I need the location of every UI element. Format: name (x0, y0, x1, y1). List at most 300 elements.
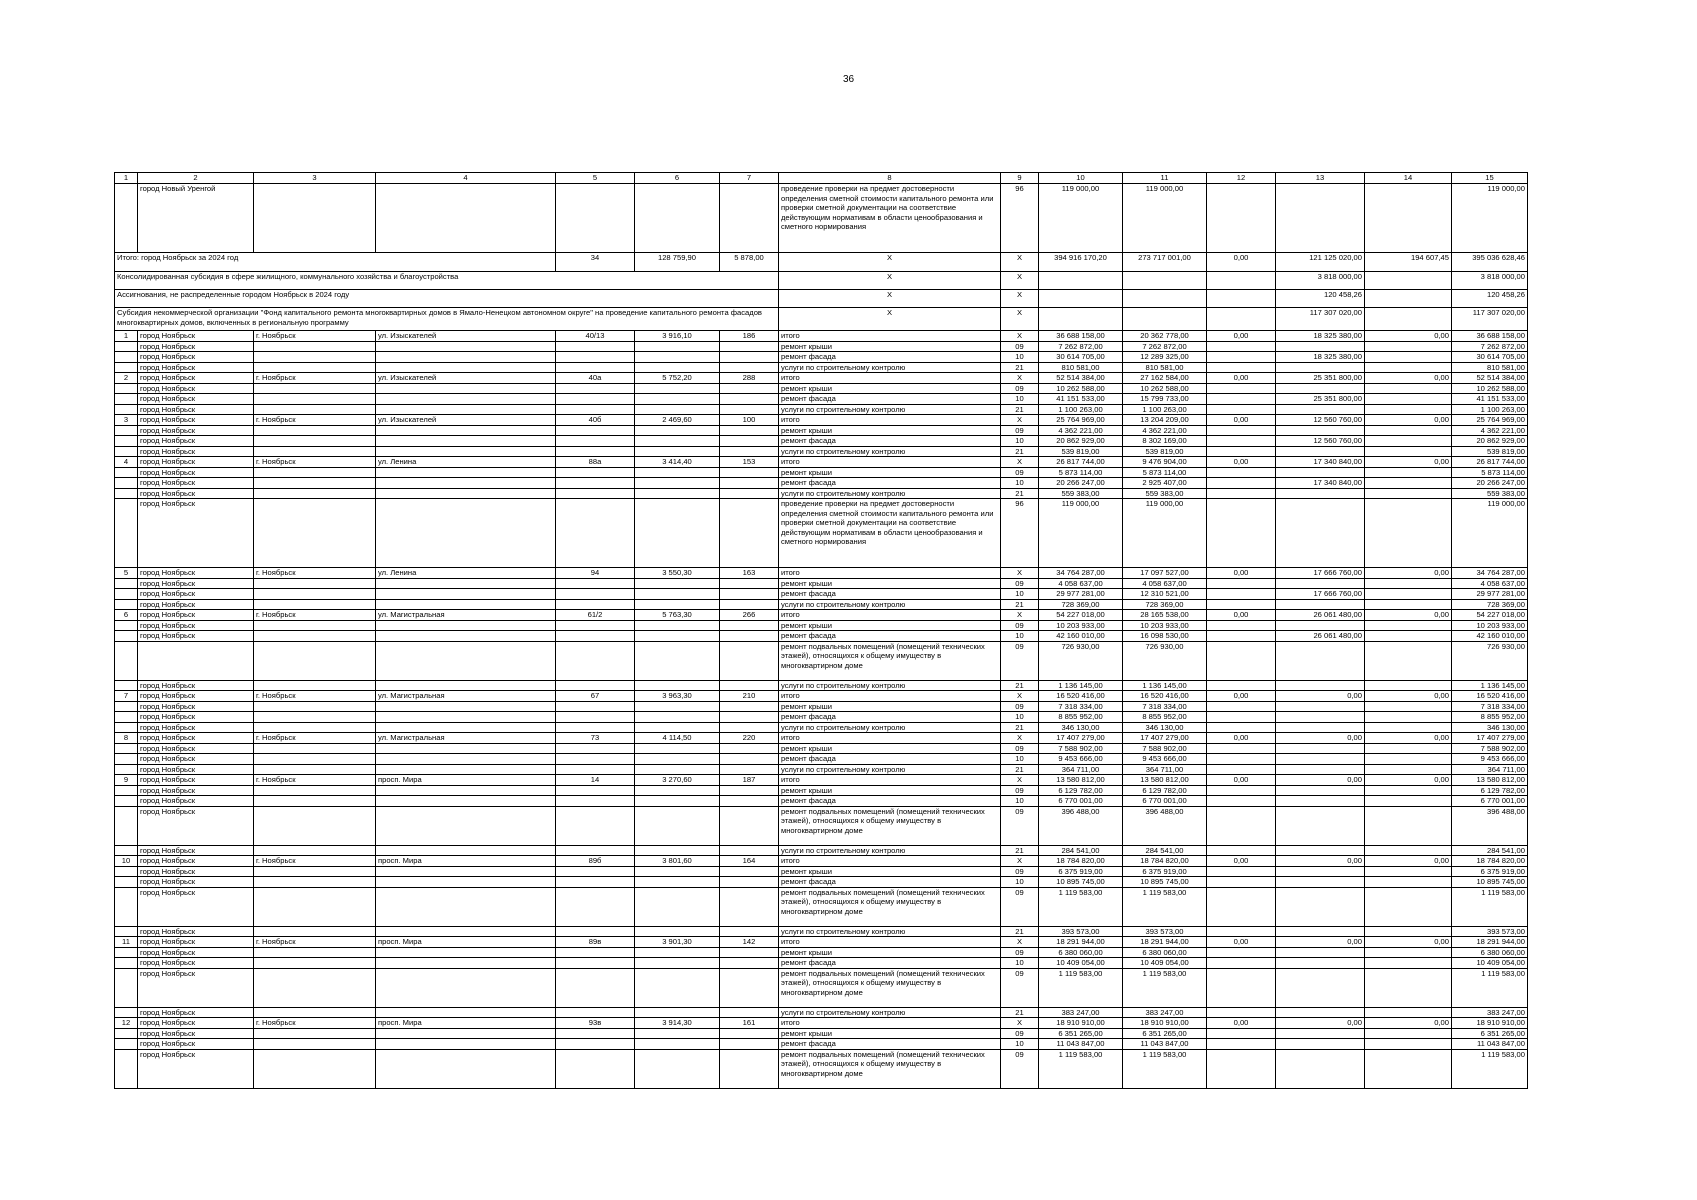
table-cell (635, 845, 720, 856)
table-row (115, 877, 1528, 888)
table-cell: 726 930,00 (1039, 641, 1123, 680)
table-cell: 7 588 902,00 (1039, 743, 1123, 754)
table-cell (1207, 404, 1276, 415)
table-cell (720, 712, 779, 723)
table-cell (1365, 1028, 1452, 1039)
table-cell (115, 1049, 138, 1088)
table-cell (1276, 680, 1365, 691)
table-cell: 25 351 800,00 (1276, 394, 1365, 405)
table-cell: ремонт фасада (779, 1039, 1001, 1050)
table-cell (635, 394, 720, 405)
table-cell (1365, 701, 1452, 712)
table-cell: 163 (720, 568, 779, 579)
table-cell (115, 968, 138, 1007)
table-cell (376, 394, 556, 405)
table-cell: 119 000,00 (1039, 184, 1123, 253)
table-cell (720, 641, 779, 680)
table-cell (556, 1028, 635, 1039)
table-cell (720, 620, 779, 631)
table-cell (1207, 887, 1276, 926)
table-cell: город Ноябрьск (138, 947, 254, 958)
table-cell (115, 436, 138, 447)
table-cell (720, 599, 779, 610)
table-cell: 61/2 (556, 610, 635, 621)
table-row (115, 341, 1528, 352)
table-cell: 0,00 (1276, 856, 1365, 867)
table-cell (635, 599, 720, 610)
table-cell (556, 589, 635, 600)
table-cell: 3 550,30 (635, 568, 720, 579)
table-cell: X (1001, 457, 1039, 468)
table-cell: ремонт подвальных помещений (помещений технических этажей), относящихся к общему имуществу в многоквартирном доме (779, 1049, 1001, 1088)
column-header: 14 (1365, 173, 1452, 184)
table-row (115, 806, 1528, 845)
table-row (115, 383, 1528, 394)
table-cell (254, 383, 376, 394)
table-cell: 1 136 145,00 (1039, 680, 1123, 691)
table-cell: 10 (1001, 436, 1039, 447)
table-cell: ремонт фасада (779, 589, 1001, 600)
table-cell: 40/13 (556, 331, 635, 342)
table-cell: 14 (556, 775, 635, 786)
table-cell: 8 855 952,00 (1039, 712, 1123, 723)
table-cell (376, 578, 556, 589)
table-cell: 1 119 583,00 (1039, 887, 1123, 926)
table-cell (376, 764, 556, 775)
table-body (115, 184, 1528, 1089)
table-cell: г. Ноябрьск (254, 457, 376, 468)
table-cell: 25 351 800,00 (1276, 373, 1365, 384)
table-cell (1207, 362, 1276, 373)
table-cell: 9 476 904,00 (1123, 457, 1207, 468)
column-header: 2 (138, 173, 254, 184)
table-cell: ремонт крыши (779, 1028, 1001, 1039)
table-cell: 0,00 (1207, 331, 1276, 342)
table-cell: 161 (720, 1018, 779, 1029)
table-cell: 18 784 820,00 (1452, 856, 1528, 867)
table-cell: ремонт крыши (779, 620, 1001, 631)
table-cell: 17 407 279,00 (1039, 733, 1123, 744)
table-cell: услуги по строительному контролю (779, 446, 1001, 457)
table-cell: итого (779, 568, 1001, 579)
table-cell (720, 968, 779, 1007)
table-cell (1207, 866, 1276, 877)
table-cell: 25 764 969,00 (1452, 415, 1528, 426)
table-cell (1207, 947, 1276, 958)
table-cell (254, 958, 376, 969)
table-cell: услуги по строительному контролю (779, 722, 1001, 733)
table-cell (635, 680, 720, 691)
table-cell: 11 043 847,00 (1039, 1039, 1123, 1050)
table-cell: 96 (1001, 184, 1039, 253)
table-cell (635, 467, 720, 478)
table-cell (115, 796, 138, 807)
table-cell (376, 352, 556, 363)
table-cell: город Ноябрьск (138, 937, 254, 948)
table-cell: X (1001, 1018, 1039, 1029)
table-cell: 4 058 637,00 (1039, 578, 1123, 589)
table-cell (254, 754, 376, 765)
table-cell (115, 404, 138, 415)
table-cell: 21 (1001, 845, 1039, 856)
table-cell: 8 (115, 733, 138, 744)
table-cell: 5 873 114,00 (1452, 467, 1528, 478)
table-cell: город Ноябрьск (138, 352, 254, 363)
table-cell: 3 914,30 (635, 1018, 720, 1029)
table-cell (556, 488, 635, 499)
table-cell: 17 666 760,00 (1276, 589, 1365, 600)
table-cell (1365, 1039, 1452, 1050)
table-cell: 34 764 287,00 (1039, 568, 1123, 579)
table-cell: 17 340 840,00 (1276, 457, 1365, 468)
table-cell: 284 541,00 (1452, 845, 1528, 856)
table-cell (1207, 488, 1276, 499)
table-cell (635, 785, 720, 796)
table-cell (635, 478, 720, 489)
table-cell (1276, 845, 1365, 856)
table-cell: ремонт крыши (779, 947, 1001, 958)
table-cell (1365, 425, 1452, 436)
table-cell (1207, 1028, 1276, 1039)
table-cell (254, 404, 376, 415)
table-cell (1039, 290, 1123, 308)
table-cell (254, 446, 376, 457)
table-cell (1276, 1007, 1365, 1018)
table-cell: 09 (1001, 641, 1039, 680)
table-cell (115, 446, 138, 457)
table-cell: 40б (556, 415, 635, 426)
table-cell: 26 061 480,00 (1276, 631, 1365, 642)
table-cell: просп. Мира (376, 856, 556, 867)
table-cell: 117 307 020,00 (1276, 308, 1365, 331)
table-cell: 0,00 (1365, 1018, 1452, 1029)
table-cell: 09 (1001, 785, 1039, 796)
table-cell: город Ноябрьск (138, 568, 254, 579)
table-cell: 346 130,00 (1452, 722, 1528, 733)
table-cell: итого (779, 937, 1001, 948)
table-cell: 13 580 812,00 (1452, 775, 1528, 786)
table-cell: 34 764 287,00 (1452, 568, 1528, 579)
table-cell: 26 817 744,00 (1039, 457, 1123, 468)
table-row (115, 926, 1528, 937)
table-cell: 11 043 847,00 (1123, 1039, 1207, 1050)
table-cell (115, 467, 138, 478)
table-cell (1365, 362, 1452, 373)
table-cell: 7 262 872,00 (1039, 341, 1123, 352)
table-cell (1276, 743, 1365, 754)
table-cell: 4 362 221,00 (1123, 425, 1207, 436)
table-cell: 16 520 416,00 (1039, 691, 1123, 702)
table-cell: город Ноябрьск (138, 1018, 254, 1029)
table-cell (1276, 467, 1365, 478)
table-cell (376, 631, 556, 642)
table-cell: 210 (720, 691, 779, 702)
table-cell: 288 (720, 373, 779, 384)
table-cell (1365, 446, 1452, 457)
table-cell: ремонт фасада (779, 436, 1001, 447)
table-cell: город Ноябрьск (138, 478, 254, 489)
table-cell (1207, 1039, 1276, 1050)
table-cell: 09 (1001, 887, 1039, 926)
table-cell (1276, 968, 1365, 1007)
table-cell (254, 926, 376, 937)
table-cell: 266 (720, 610, 779, 621)
table-cell (376, 968, 556, 1007)
table-cell (635, 866, 720, 877)
table-row (115, 947, 1528, 958)
table-cell: 10 262 588,00 (1452, 383, 1528, 394)
table-cell: 6 770 001,00 (1039, 796, 1123, 807)
table-cell (720, 764, 779, 775)
table-cell: 1 119 583,00 (1123, 887, 1207, 926)
table-cell: 539 819,00 (1123, 446, 1207, 457)
table-cell (254, 478, 376, 489)
table-cell (635, 1007, 720, 1018)
table-cell: 36 688 158,00 (1039, 331, 1123, 342)
table-cell: город Ноябрьск (138, 926, 254, 937)
table-cell: X (1001, 856, 1039, 867)
table-cell (1276, 866, 1365, 877)
table-cell: 1 100 263,00 (1452, 404, 1528, 415)
table-cell (1039, 272, 1123, 290)
table-cell: 726 930,00 (1452, 641, 1528, 680)
table-cell: 7 318 334,00 (1039, 701, 1123, 712)
table-cell: 13 580 812,00 (1039, 775, 1123, 786)
table-cell: 26 817 744,00 (1452, 457, 1528, 468)
column-header: 11 (1123, 173, 1207, 184)
table-cell: 6 129 782,00 (1452, 785, 1528, 796)
table-cell (376, 712, 556, 723)
table-cell (1365, 352, 1452, 363)
table-cell (254, 866, 376, 877)
table-cell: 0,00 (1207, 937, 1276, 948)
table-cell (376, 754, 556, 765)
table-cell (720, 488, 779, 499)
table-cell (254, 680, 376, 691)
table-cell (1365, 722, 1452, 733)
table-cell: ремонт крыши (779, 785, 1001, 796)
table-cell: 6 351 265,00 (1039, 1028, 1123, 1039)
table-cell: 10 (1001, 394, 1039, 405)
table-cell: 7 318 334,00 (1452, 701, 1528, 712)
table-cell (1276, 446, 1365, 457)
table-cell (556, 866, 635, 877)
table-cell: 273 717 001,00 (1123, 253, 1207, 272)
table-cell (635, 712, 720, 723)
table-cell (556, 599, 635, 610)
table-cell: ремонт фасада (779, 631, 1001, 642)
table-cell: 11 (115, 937, 138, 948)
table-cell: X (1001, 308, 1039, 331)
table-cell: 52 514 384,00 (1452, 373, 1528, 384)
table-cell: 5 873 114,00 (1039, 467, 1123, 478)
table-cell: 383 247,00 (1039, 1007, 1123, 1018)
table-cell: 5 (115, 568, 138, 579)
table-cell: 8 855 952,00 (1123, 712, 1207, 723)
table-row (115, 887, 1528, 926)
table-cell (556, 620, 635, 631)
table-cell: 10 (1001, 589, 1039, 600)
table-cell (556, 641, 635, 680)
table-cell: 364 711,00 (1123, 764, 1207, 775)
table-cell (1276, 947, 1365, 958)
table-cell (720, 1039, 779, 1050)
table-cell (1365, 308, 1452, 331)
table-cell (1365, 1007, 1452, 1018)
table-cell (720, 446, 779, 457)
table-cell: 73 (556, 733, 635, 744)
table-cell: итого (779, 1018, 1001, 1029)
table-row (115, 856, 1528, 867)
table-cell: 0,00 (1207, 373, 1276, 384)
table-cell (1365, 272, 1452, 290)
table-cell (376, 680, 556, 691)
table-cell: X (1001, 331, 1039, 342)
table-row (115, 733, 1528, 744)
table-cell (115, 680, 138, 691)
table-cell: итого (779, 610, 1001, 621)
table-cell (556, 446, 635, 457)
table-cell (556, 467, 635, 478)
table-cell: 28 165 538,00 (1123, 610, 1207, 621)
table-cell (556, 1039, 635, 1050)
table-cell (720, 383, 779, 394)
table-row (115, 958, 1528, 969)
table-cell: 10 895 745,00 (1452, 877, 1528, 888)
table-cell (720, 362, 779, 373)
table-cell: г. Ноябрьск (254, 331, 376, 342)
table-cell: 21 (1001, 488, 1039, 499)
table-cell (720, 184, 779, 253)
table-cell (1207, 877, 1276, 888)
table-cell: 54 227 018,00 (1039, 610, 1123, 621)
table-cell: 726 930,00 (1123, 641, 1207, 680)
table-cell: 396 488,00 (1452, 806, 1528, 845)
table-cell (635, 743, 720, 754)
table-cell (556, 968, 635, 1007)
table-cell: город Ноябрьск (138, 446, 254, 457)
table-cell (376, 1039, 556, 1050)
table-cell: 346 130,00 (1123, 722, 1207, 733)
table-cell: ремонт крыши (779, 866, 1001, 877)
table-cell: 1 119 583,00 (1123, 968, 1207, 1007)
table-cell: город Ноябрьск (138, 743, 254, 754)
table-cell: ремонт крыши (779, 743, 1001, 754)
table-cell: 0,00 (1207, 1018, 1276, 1029)
table-cell: 5 763,30 (635, 610, 720, 621)
table-cell: ремонт крыши (779, 425, 1001, 436)
table-cell: 0,00 (1207, 856, 1276, 867)
table-cell (376, 887, 556, 926)
table-cell (376, 184, 556, 253)
table-cell (1276, 499, 1365, 568)
table-cell: 10 (1001, 712, 1039, 723)
table-cell: город Новый Уренгой (138, 184, 254, 253)
table-cell: 364 711,00 (1039, 764, 1123, 775)
table-cell (254, 578, 376, 589)
table-cell: 10 262 588,00 (1123, 383, 1207, 394)
table-cell: 29 977 281,00 (1452, 589, 1528, 600)
table-cell: 20 862 929,00 (1452, 436, 1528, 447)
table-cell: город Ноябрьск (138, 620, 254, 631)
table-cell (115, 641, 138, 680)
table-cell: 8 855 952,00 (1452, 712, 1528, 723)
table-cell (1207, 599, 1276, 610)
table-cell (115, 499, 138, 568)
table-cell (1365, 866, 1452, 877)
table-cell: 0,00 (1365, 373, 1452, 384)
table-cell: 09 (1001, 701, 1039, 712)
table-cell (635, 1039, 720, 1050)
table-cell: 3 818 000,00 (1452, 272, 1528, 290)
table-row (115, 1028, 1528, 1039)
table-cell (1207, 968, 1276, 1007)
table-cell (376, 1049, 556, 1088)
table-cell: 10 409 054,00 (1123, 958, 1207, 969)
row-label: Итого: город Ноябрьск за 2024 год (115, 253, 556, 272)
table-cell (254, 620, 376, 631)
table-cell (254, 764, 376, 775)
table-cell (720, 701, 779, 712)
table-cell: город Ноябрьск (138, 856, 254, 867)
table-cell (556, 362, 635, 373)
table-cell (1207, 722, 1276, 733)
table-cell: 15 799 733,00 (1123, 394, 1207, 405)
table-cell (720, 478, 779, 489)
table-row (115, 394, 1528, 405)
table-row (115, 1018, 1528, 1029)
table-cell: 3 801,60 (635, 856, 720, 867)
table-cell (556, 352, 635, 363)
table-cell: 6 351 265,00 (1452, 1028, 1528, 1039)
table-cell (115, 754, 138, 765)
table-cell: 0,00 (1365, 415, 1452, 426)
table-cell: город Ноябрьск (138, 680, 254, 691)
table-cell (254, 887, 376, 926)
table-cell (1207, 712, 1276, 723)
table-cell (635, 341, 720, 352)
table-cell (1276, 1028, 1365, 1039)
table-cell: 164 (720, 856, 779, 867)
table-cell (376, 467, 556, 478)
table-cell (1207, 764, 1276, 775)
table-cell: город Ноябрьск (138, 733, 254, 744)
table-cell (1039, 308, 1123, 331)
table-cell (1365, 488, 1452, 499)
table-cell: 12 (115, 1018, 138, 1029)
table-cell: 54 227 018,00 (1452, 610, 1528, 621)
table-cell: город Ноябрьск (138, 845, 254, 856)
table-cell: ремонт крыши (779, 383, 1001, 394)
table-cell: итого (779, 856, 1001, 867)
table-cell (376, 362, 556, 373)
table-cell (556, 722, 635, 733)
table-cell (376, 383, 556, 394)
table-cell: г. Ноябрьск (254, 937, 376, 948)
table-cell: 3 916,10 (635, 331, 720, 342)
table-cell: 1 136 145,00 (1452, 680, 1528, 691)
table-cell: ремонт подвальных помещений (помещений технических этажей), относящихся к общему имуществу в многоквартирном доме (779, 968, 1001, 1007)
table-cell: 7 (115, 691, 138, 702)
table-cell: 94 (556, 568, 635, 579)
table-cell (1365, 467, 1452, 478)
table-cell (254, 947, 376, 958)
table-cell: город Ноябрьск (138, 599, 254, 610)
table-cell (635, 764, 720, 775)
repair-register-table (114, 172, 1528, 1089)
table-cell: город Ноябрьск (138, 1028, 254, 1039)
table-cell: итого (779, 373, 1001, 384)
